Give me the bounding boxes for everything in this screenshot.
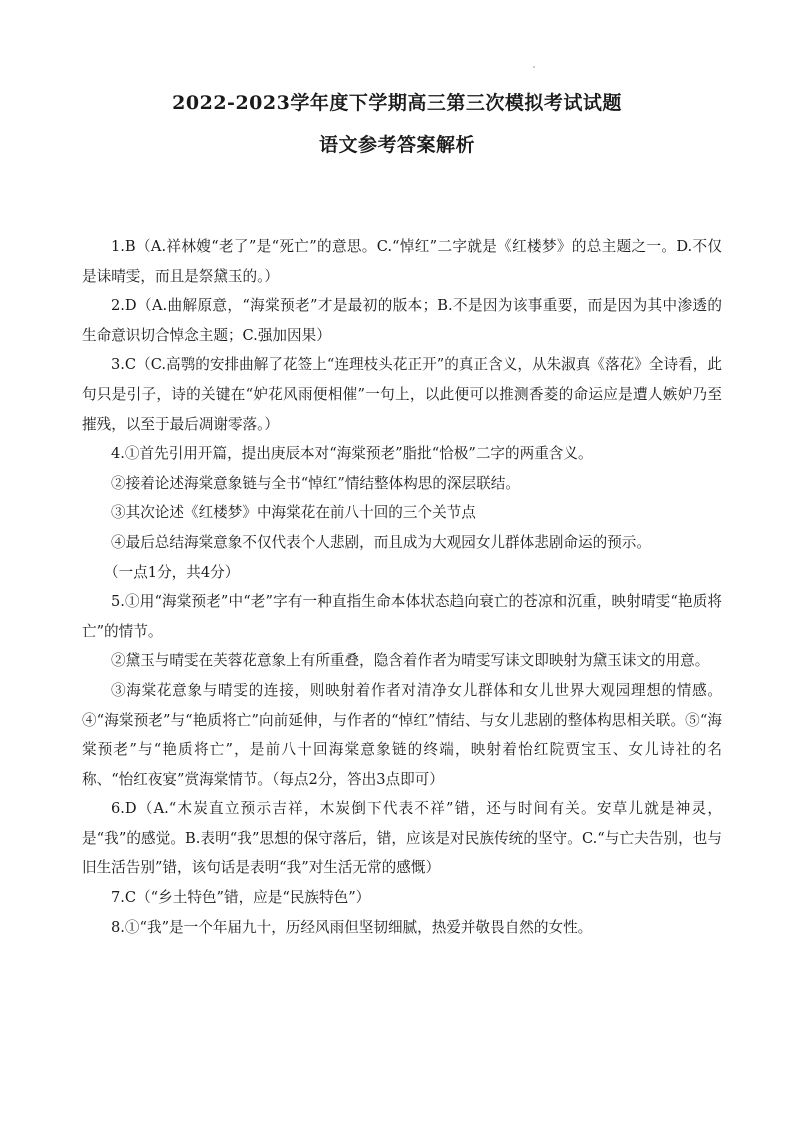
answer-q1: 1.B（A.祥林嫂“老了”是“死亡”的意思。C.“悼红”二字就是《红楼梦》的总主题之一。D.不仅是诔晴雯，而且是祭黛玉的。） — [82, 238, 722, 285]
answer-q4-point4: ④最后总结海棠意象不仅代表个人悲剧，而且成为大观园女儿群体悲剧命运的预示。 — [111, 533, 651, 551]
answer-q5-point2: ②黛玉与晴雯在芙蓉花意象上有所重叠，隐含着作者为晴雯写诔文即映射为黛玉诔文的用意。 — [111, 652, 710, 670]
answer-q4-point2: ②接着论述海棠意象链与全书“悼红”情结整体构思的深层联结。 — [111, 474, 520, 492]
answer-q4-score: （一点1分，共4分） — [104, 563, 240, 581]
answer-q7: 7.C（“乡土特色”错，应是“民族特色”） — [111, 889, 371, 907]
answer-q4-point3: ③其次论述《红楼梦》中海棠花在前八十回的三个关节点 — [111, 504, 476, 522]
page-title: 2022-2023学年度下学期高三第三次模拟考试试题 — [172, 92, 622, 114]
answer-q8-point1: 8.①“我”是一个年届九十，历经风雨但坚韧细腻，热爱并敬畏自然的女性。 — [111, 918, 593, 936]
answer-q5-point1: 5.①用“海棠预老”中“老”字有一种直指生命本体状态趋向衰亡的苍凉和沉重，映射晴雯“艳质将亡”的情节。 — [82, 593, 722, 640]
answer-q4-point1: 4.①首先引用开篇，提出庚辰本对“海棠预老”脂批“恰极”二字的两重含义。 — [111, 445, 593, 463]
page-subtitle: 语文参考答案解析 — [318, 134, 475, 156]
answer-q6: 6.D（A.“木炭直立预示吉祥，木炭倒下代表不祥”错，还与时间有关。安草儿就是神灵，是“我”的感觉。B.表明“我”思想的保守落后，错，应该是对民族传统的坚守。C.“与亡夫告别，也与旧生活告别”错，该句话是表明“我”对生活无常的感慨） — [82, 800, 722, 877]
answer-body — [82, 232, 722, 942]
scan-speck — [533, 66, 535, 68]
answer-q2: 2.D（A.曲解原意，“海棠预老”才是最初的版本；B.不是因为该事重要，而是因为其中渗透的生命意识切合悼念主题；C.强加因果） — [82, 297, 722, 344]
answer-q3: 3.C（C.高鹗的安排曲解了花签上“连理枝头花正开”的真正含义，从朱淑真《落花》全诗看，此句只是引子，诗的关键在“妒花风雨便相催”一句上，以此便可以推测香菱的命运应是遭人嫉妒乃至摧残，以至于最后凋谢零落。） — [82, 356, 722, 433]
answer-q5-point3: ③海棠花意象与晴雯的连接，则映射着作者对清净女儿群体和女儿世界大观园理想的情感。④“海棠预老”与“艳质将亡”向前延伸，与作者的“悼红”情结、与女儿悲剧的整体构思相关联。⑤“海棠预老”与“艳质将亡”，是前八十回海棠意象链的终端，映射着怡红院贾宝玉、女儿诗社的名称、“怡红夜宴”赏海棠情节。（每点2分，答出3点即可） — [82, 681, 722, 788]
